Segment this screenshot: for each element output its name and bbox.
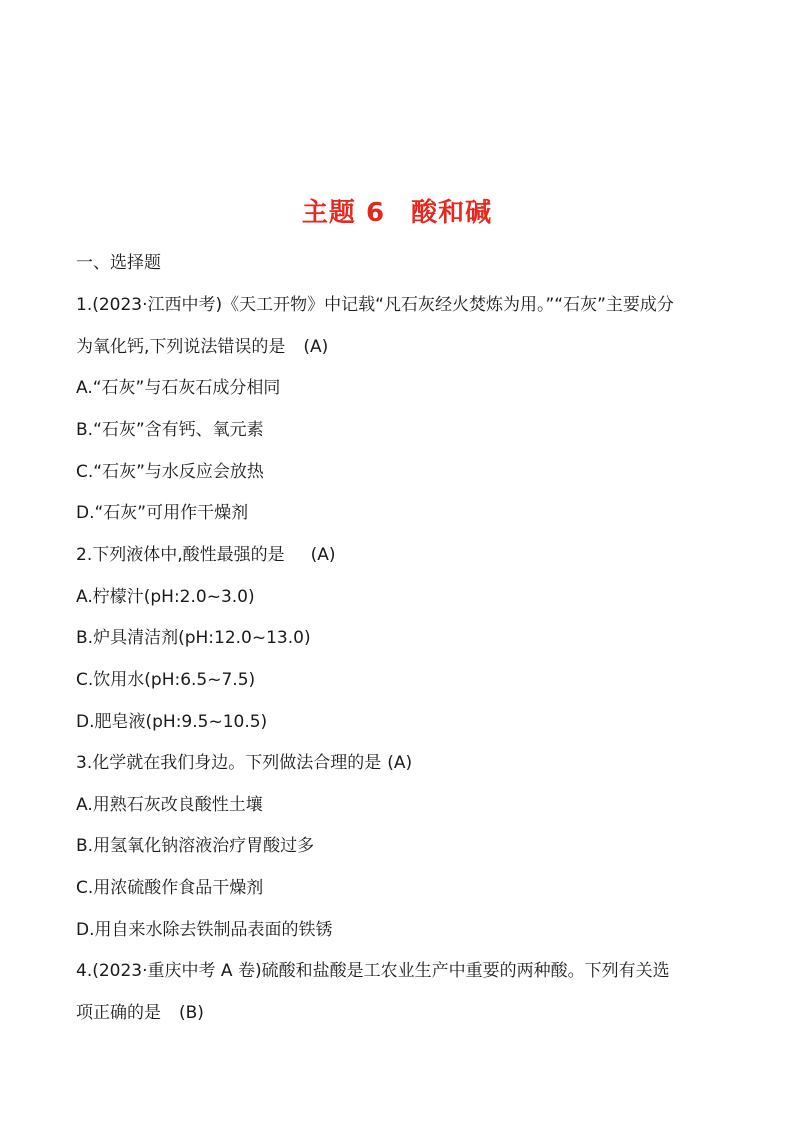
question-3-stem-text: 3.化学就在我们身边。下列做法合理的是	[76, 753, 382, 773]
question-2-option-d: D.肥皂液(pH:9.5~10.5)	[76, 712, 268, 732]
question-3-answer: (A)	[387, 753, 413, 773]
question-3-stem-line-1	[76, 751, 726, 775]
question-3-option-c: C.用浓硫酸作食品干燥剂	[76, 878, 264, 898]
question-4-stem-text: 项正确的是	[76, 1003, 161, 1023]
question-1-stem-line-2	[76, 335, 726, 359]
question-2-stem-line-1	[76, 543, 726, 567]
question-4-stem-line-2	[76, 1001, 726, 1025]
question-2-option-c: C.饮用水(pH:6.5~7.5)	[76, 670, 256, 690]
question-1-option-a: A.“石灰”与石灰石成分相同	[76, 378, 281, 398]
question-3-option-d: D.用自来水除去铁制品表面的铁锈	[76, 920, 333, 940]
title-name: 酸和碱	[411, 198, 493, 228]
question-1-answer: (A)	[303, 337, 329, 357]
question-4-answer: (B)	[179, 1003, 204, 1023]
section-heading: 一、选择题	[76, 253, 161, 273]
question-2-option-b: B.炉具清洁剂(pH:12.0~13.0)	[76, 628, 311, 648]
question-3-option-b: B.用氢氧化钠溶液治疗胃酸过多	[76, 836, 315, 856]
question-1-option-b: B.“石灰”含有钙、氧元素	[76, 420, 264, 440]
question-1-stem-text: 为氧化钙,下列说法错误的是	[76, 337, 286, 357]
question-3-option-a: A.用熟石灰改良酸性土壤	[76, 795, 263, 815]
page-title	[0, 195, 794, 231]
question-2-answer: (A)	[310, 545, 336, 565]
title-topic: 主题 6	[301, 198, 386, 228]
question-1-option-d: D.“石灰”可用作干燥剂	[76, 503, 249, 523]
question-1-stem-line-1: 1.(2023·江西中考)《天工开物》中记载“凡石灰经火焚炼为用。”“石灰”主要成分	[76, 295, 674, 315]
question-2-option-a: A.柠檬汁(pH:2.0~3.0)	[76, 587, 255, 607]
question-1-option-c: C.“石灰”与水反应会放热	[76, 462, 264, 482]
question-4-stem-line-1: 4.(2023·重庆中考 A 卷)硫酸和盐酸是工农业生产中重要的两种酸。下列有关选	[76, 961, 670, 981]
question-2-stem-text: 2.下列液体中,酸性最强的是	[76, 545, 285, 565]
